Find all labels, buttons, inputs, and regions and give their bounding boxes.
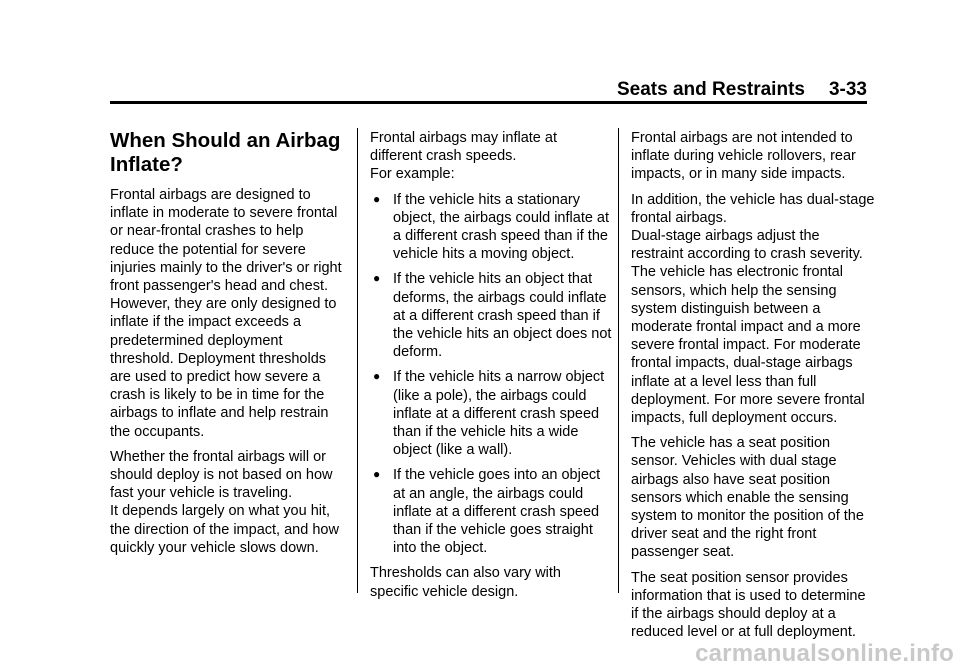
paragraph: Frontal airbags are designed to inflate in moderate to severe frontal or near-frontal crashes to help reduce the potential for severe injuries mainly to the driver's or right front passenger's head and chest. However, they are only designed to inflate if the impact exceeds a predetermined deployment threshold. Deployment thresholds are used to predict how severe a crash is likely to be in time for the airbags to inflate and help restrain the occupants.	[110, 187, 342, 440]
sentence: In addition, the vehicle has dual-stage frontal airbags.	[631, 191, 875, 226]
sentence: Frontal airbags may inflate at different crash speeds.	[370, 130, 557, 165]
column-3	[631, 129, 876, 648]
bullet-list	[370, 191, 612, 558]
list-item-text: If the vehicle hits an object that deforms, the airbags could inflate at a different crash speed than if the vehicle hits an object does not deform.	[393, 271, 612, 361]
sentence: Dual-stage airbags adjust the restraint according to crash severity. The vehicle has electronic frontal sensors, which help the sensing system distinguish between a moderate frontal impact and a more severe frontal impact. For moderate frontal impacts, dual-stage airbags inflate at a level less than full deployment. For more severe frontal impacts, full deployment occurs.	[631, 228, 865, 427]
heading-line-1: When Should an Airbag	[110, 129, 341, 152]
page-number: 3-33	[828, 79, 867, 100]
list-item-text: If the vehicle hits a narrow object (like a pole), the airbags could inflate at a different crash speed than if the vehicle hits a wide object (like a wall).	[393, 369, 605, 459]
list-item	[370, 466, 612, 557]
bullet-icon: ●	[373, 271, 381, 286]
list-item	[370, 270, 612, 361]
column-divider-1	[357, 128, 358, 593]
sentence: For example:	[370, 166, 455, 183]
sentence: It depends largely on what you hit, the direction of the impact, and how quickly your vehicle slows down.	[110, 503, 339, 556]
page-header	[617, 79, 867, 101]
bullet-icon: ●	[373, 467, 381, 482]
list-item	[370, 191, 612, 264]
paragraph: Thresholds can also vary with specific vehicle design.	[370, 565, 561, 600]
bullet-icon: ●	[373, 369, 381, 384]
paragraph: Frontal airbags are not intended to inflate during vehicle rollovers, rear impacts, or in many side impacts.	[631, 130, 856, 183]
paragraph	[370, 129, 612, 184]
column-divider-2	[618, 128, 619, 593]
list-item	[370, 368, 612, 459]
section-heading	[110, 129, 350, 177]
paragraph	[631, 191, 876, 428]
paragraph: The vehicle has a seat position sensor. Vehicles with dual stage airbags also have seat position sensors which enable the sensing system to monitor the position of the driver seat and the right front passenger seat.	[631, 435, 864, 561]
list-item-text: If the vehicle hits a stationary object, the airbags could inflate at a different crash speed than if the vehicle hits a moving object.	[393, 191, 610, 263]
heading-line-2: Inflate?	[110, 153, 183, 176]
header-rule	[110, 101, 867, 104]
column-1	[110, 129, 350, 564]
bullet-icon: ●	[373, 191, 381, 206]
list-item-text: If the vehicle goes into an object at an angle, the airbags could inflate at a different crash speed than if the vehicle goes straight into the object.	[393, 467, 601, 557]
paragraph	[110, 448, 350, 557]
sentence: Whether the frontal airbags will or should deploy is not based on how fast your vehicle is traveling.	[110, 448, 333, 502]
section-title: Seats and Restraints	[617, 79, 805, 100]
column-2	[370, 129, 612, 608]
watermark: carmanualsonline.info	[695, 640, 954, 667]
paragraph: The seat position sensor provides information that is used to determine if the airbags should deploy at a reduced level or at full deployment.	[631, 569, 866, 641]
